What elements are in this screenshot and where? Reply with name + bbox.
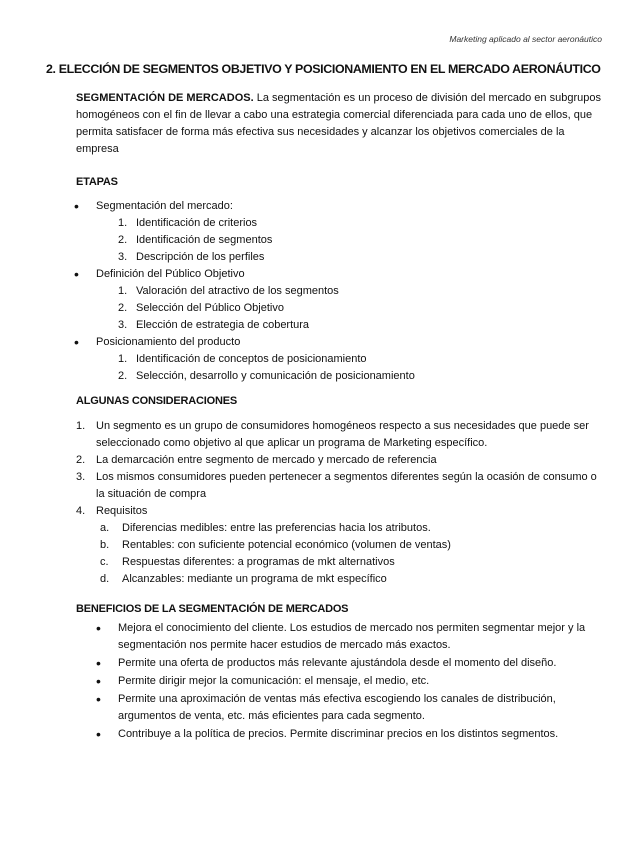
beneficio-item: • Contribuye a la política de precios. Permite discriminar precios en los distintos segmentos. <box>76 726 606 743</box>
intro-text: La segmentación es un proceso de división del mercado en subgrupos homogéneos con el fin de llevar a cabo una estrategia comercial diferenciada para cada uno de ellos, que permita satisfacer de forma más efectiva sus necesidades y alcanzar los objetivos comerciales de la empresa <box>76 92 601 155</box>
beneficio-item: • Mejora el conocimiento del cliente. Los estudios de mercado nos permiten segmentar mejor y la segmentación nos permite hacer estudios de mercado más exactos. <box>76 620 606 654</box>
requisitos-list <box>96 520 606 588</box>
requisito-item: d. Alcanzables: mediante un programa de mkt específico <box>100 573 387 585</box>
step-item: 3. Descripción de los perfiles <box>118 251 265 263</box>
document-body <box>76 90 606 744</box>
stage-item <box>76 198 606 266</box>
intro-paragraph <box>76 90 606 158</box>
step-item: 1. Identificación de criterios <box>118 217 258 229</box>
etapas-heading: ETAPAS <box>76 176 118 188</box>
consideraciones-list <box>0 418 606 588</box>
consideraciones-heading: ALGUNAS CONSIDERACIONES <box>76 395 238 407</box>
step-item: 2. Selección, desarrollo y comunicación de posicionamiento <box>118 370 415 382</box>
running-header: Marketing aplicado al sector aeronáutico <box>449 34 602 44</box>
step-item: 2. Selección del Público Objetivo <box>118 302 284 314</box>
beneficios-heading: BENEFICIOS DE LA SEGMENTACIÓN DE MERCADOS <box>76 603 349 615</box>
stage-item <box>76 266 606 334</box>
consideracion-item: 2. La demarcación entre segmento de mercado y mercado de referencia <box>76 454 437 466</box>
requisito-item: a. Diferencias medibles: entre las preferencias hacia los atributos. <box>100 522 431 534</box>
stage-steps <box>96 283 606 334</box>
beneficios-list <box>76 620 606 743</box>
step-item: 3. Elección de estrategia de cobertura <box>118 319 310 331</box>
stage-label: Definición del Público Objetivo <box>96 268 245 280</box>
stage-steps <box>96 351 606 385</box>
step-item: 1. Valoración del atractivo de los segmentos <box>118 285 339 297</box>
step-item: 1. Identificación de conceptos de posicionamiento <box>118 353 367 365</box>
intro-lead: SEGMENTACIÓN DE MERCADOS. <box>76 92 254 104</box>
stage-item <box>76 334 606 385</box>
consideracion-item: 4. Requisitos a. Diferencias medibles: entre las preferencias hacia los atributos. b. Rentables: con suficiente potencial económico (volumen de ventas) c. Respuestas diferentes: a programas de mkt alternativos d. Alcanzables: mediante un programa de mkt específico <box>0 503 606 588</box>
beneficio-item: • Permite una aproximación de ventas más efectiva escogiendo los canales de distribución, argumentos de venta, etc. más eficientes para cada segmento. <box>76 691 606 725</box>
consideracion-item: 1. Un segmento es un grupo de consumidores homogéneos respecto a sus necesidades que puede ser seleccionado como objetivo al que aplicar un programa de Marketing específico. <box>76 420 589 449</box>
beneficio-item: • Permite dirigir mejor la comunicación: el mensaje, el medio, etc. <box>76 673 606 690</box>
etapas-list <box>76 198 606 385</box>
stage-steps <box>96 215 606 266</box>
stage-label: Segmentación del mercado: <box>96 200 233 212</box>
requisito-item: b. Rentables: con suficiente potencial económico (volumen de ventas) <box>100 539 451 551</box>
section-title: 2. ELECCIÓN DE SEGMENTOS OBJETIVO Y POSICIONAMIENTO EN EL MERCADO AERONÁUTICO <box>46 62 601 76</box>
stage-label: Posicionamiento del producto <box>96 336 241 348</box>
step-item: 2. Identificación de segmentos <box>118 234 273 246</box>
consideracion-item: 3. Los mismos consumidores pueden pertenecer a segmentos diferentes según la ocasión de consumo o la situación de compra <box>76 471 597 500</box>
requisito-item: c. Respuestas diferentes: a programas de mkt alternativos <box>100 556 395 568</box>
beneficio-item: • Permite una oferta de productos más relevante ajustándola desde el momento del diseño. <box>76 655 606 672</box>
